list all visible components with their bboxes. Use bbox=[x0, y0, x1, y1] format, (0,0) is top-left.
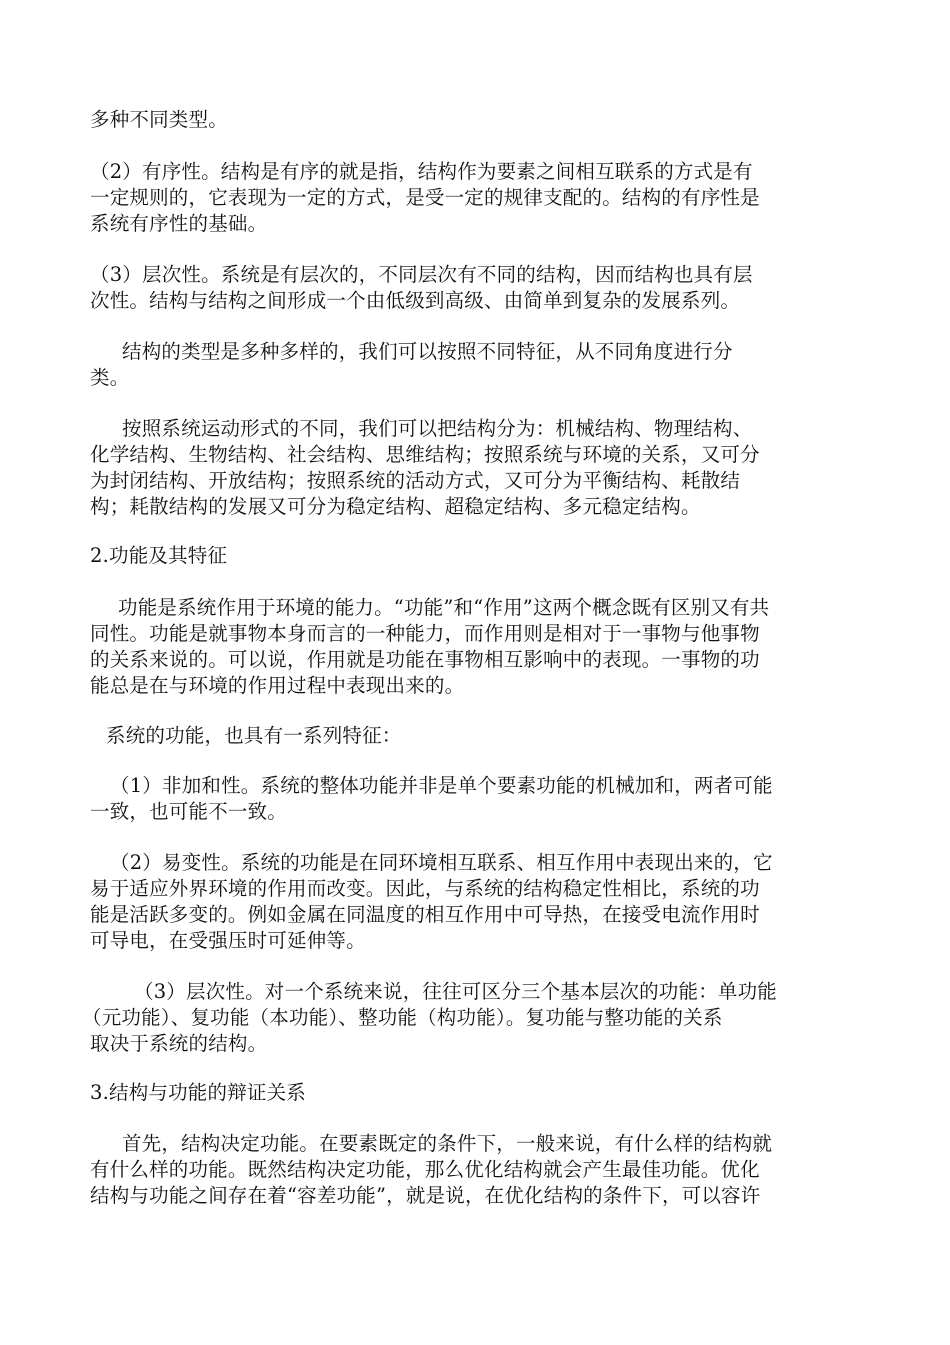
text-line: 按照系统运动形式的不同，我们可以把结构分为：机械结构、物理结构、 bbox=[122, 417, 753, 440]
text-line: 的关系来说的。可以说，作用就是功能在事物相互影响中的表现。一事物的功 bbox=[90, 648, 760, 671]
text-line: 能是活跃多变的。例如金属在同温度的相互作用中可导热，在接受电流作用时 bbox=[90, 903, 760, 926]
text-line: 系统的功能，也具有一系列特征： bbox=[106, 724, 402, 747]
text-line: 结构的类型是多种多样的，我们可以按照不同特征，从不同角度进行分 bbox=[122, 340, 733, 363]
text-line: 一定规则的，它表现为一定的方式，是受一定的规律支配的。结构的有序性是 bbox=[90, 186, 760, 209]
text-line: 化学结构、生物结构、社会结构、思维结构；按照系统与环境的关系，又可分 bbox=[90, 443, 760, 466]
text-line: （2）有序性。结构是有序的就是指，结构作为要素之间相互联系的方式是有 bbox=[90, 160, 753, 183]
text-line: （2）易变性。系统的功能是在同环境相互联系、相互作用中表现出来的，它 bbox=[110, 851, 773, 874]
text-line: 次性。结构与结构之间形成一个由低级到高级、由简单到复杂的发展系列。 bbox=[90, 289, 741, 312]
text-line: （3）层次性。系统是有层次的，不同层次有不同的结构，因而结构也具有层 bbox=[90, 263, 753, 286]
text-line: 系统有序性的基础。 bbox=[90, 212, 268, 235]
text-line: 有什么样的功能。既然结构决定功能，那么优化结构就会产生最佳功能。优化 bbox=[90, 1158, 760, 1181]
text-line: 易于适应外界环境的作用而改变。因此，与系统的结构稳定性相比，系统的功 bbox=[90, 877, 760, 900]
text-line: （3）层次性。对一个系统来说，往往可区分三个基本层次的功能：单功能 bbox=[134, 980, 778, 1003]
text-line: （元功能）、复功能（本功能）、整功能（构功能）。复功能与整功能的关系 bbox=[82, 1006, 723, 1029]
text-line: 首先，结构决定功能。在要素既定的条件下，一般来说，有什么样的结构就 bbox=[122, 1132, 773, 1155]
text-line: 类。 bbox=[90, 366, 130, 389]
text-line: 结构与功能之间存在着“容差功能”，就是说，在优化结构的条件下，可以容许 bbox=[90, 1184, 761, 1207]
text-line: 可导电，在受强压时可延伸等。 bbox=[90, 929, 366, 952]
text-line: 同性。功能是就事物本身而言的一种能力，而作用则是相对于一事物与他事物 bbox=[90, 622, 760, 645]
text-line: （1）非加和性。系统的整体功能并非是单个要素功能的机械加和，两者可能 bbox=[110, 774, 773, 797]
section-heading: 2.功能及其特征 bbox=[90, 544, 228, 567]
text-line: 多种不同类型。 bbox=[90, 108, 228, 131]
text-line: 构；耗散结构的发展又可分为稳定结构、超稳定结构、多元稳定结构。 bbox=[90, 495, 701, 518]
text-line: 为封闭结构、开放结构；按照系统的活动方式，又可分为平衡结构、耗散结 bbox=[90, 469, 741, 492]
text-line: 功能是系统作用于环境的能力。“功能”和“作用”这两个概念既有区别又有共 bbox=[118, 596, 770, 619]
text-line: 取决于系统的结构。 bbox=[90, 1032, 268, 1055]
text-line: 一致，也可能不一致。 bbox=[90, 800, 288, 823]
text-line: 能总是在与环境的作用过程中表现出来的。 bbox=[90, 674, 465, 697]
section-heading: 3.结构与功能的辩证关系 bbox=[90, 1081, 307, 1104]
